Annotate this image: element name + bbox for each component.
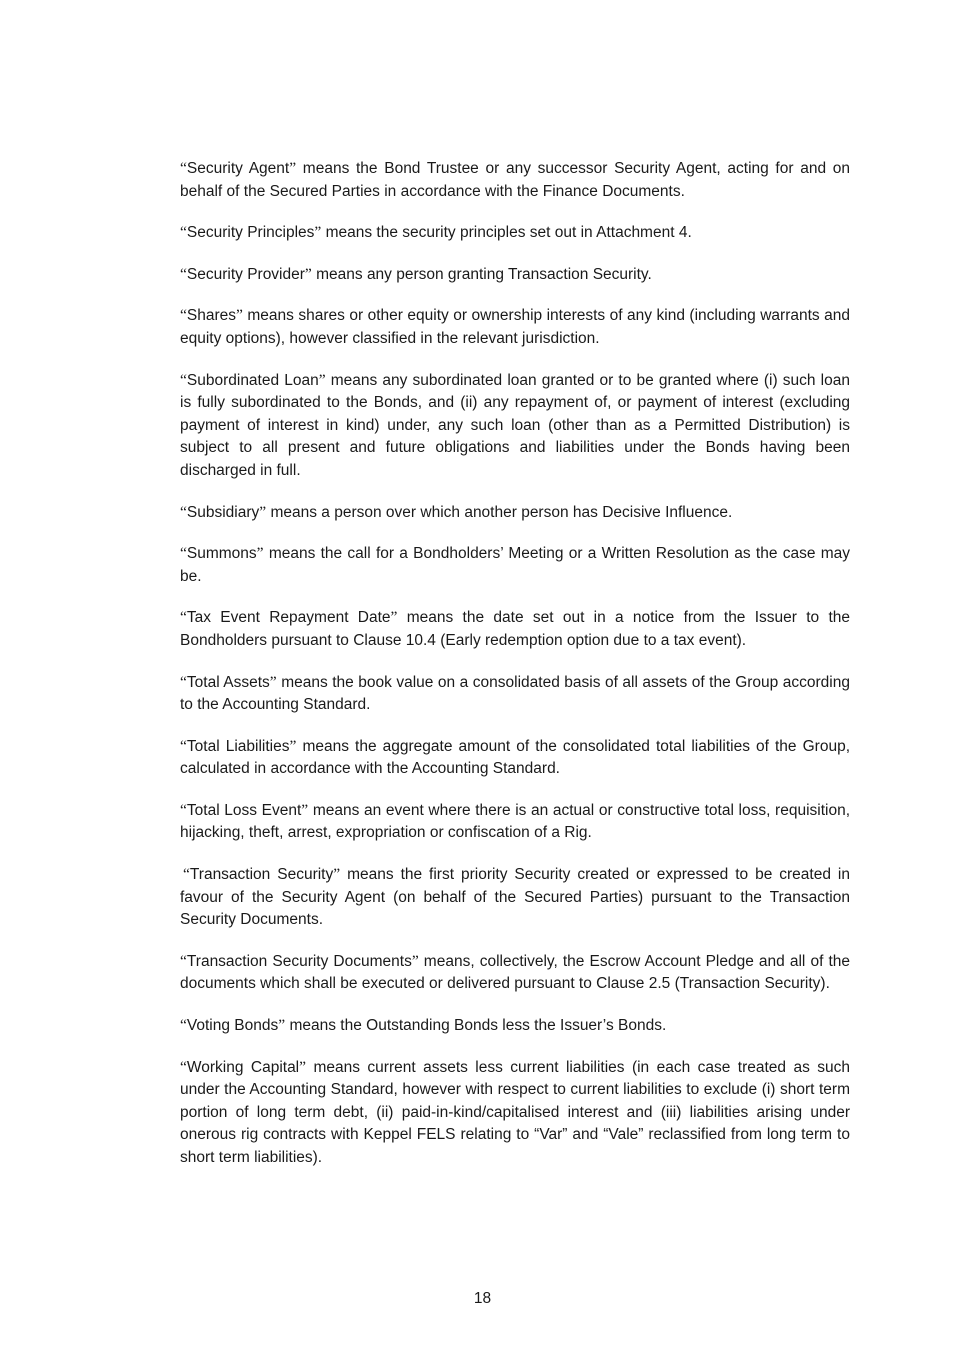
definition-body: means the aggregate amount of the consolidated total liabilities of the Group, calculated in accordance with the Accounting Standard. [180,737,851,778]
definition-body: means any person granting Transaction Security. [316,265,652,283]
definition-subsidiary: “Subsidiary” means a person over which another person has Decisive Influence. [180,503,733,521]
definition-transaction-security-documents: “Transaction Security Documents” means, collectively, the Escrow Account Pledge and all of the documents which shall be executed or delivered pursuant to Clause 2.5 (Transaction Security). [180,952,850,993]
definition-security-principles: “Security Principles” means the security principles set out in Attachment 4. [180,224,692,242]
definition-body: means a person over which another person has Decisive Influence. [270,503,733,521]
definition-term: Subsidiary [186,503,260,521]
definition-total-loss-event: “Total Loss Event” means an event where there is an actual or constructive total loss, requisition, hijacking, theft, arrest, expropriation or confiscation of a Rig. [180,801,851,842]
definition-body: means the Bond Trustee or any successor Security Agent, acting for and on behalf of the Secured Parties in accordance with the Finance Documents. [180,160,850,200]
definition-body: means the security principles set out in Attachment 4. [325,224,692,242]
definition-term: Working Capital [186,1058,300,1076]
definition-body: means any subordinated loan granted or to be granted where (i) such loan is fully subordinated to the Bonds, and (ii) any repayment of, or payment of interest (excluding payment of interest in kind) under, any such loan (other than as a Permitted Distribution) is subject to all present and future obligations and liabilities under the Bonds having been discharged in full. [180,371,850,479]
definition-term: Total Assets [186,673,270,691]
definition-tax-event-repayment-date: “Tax Event Repayment Date” means the date set out in a notice from the Issuer to the Bondholders pursuant to Clause 10.4 (Early redemption option due to a tax event). [180,609,850,649]
definition-total-liabilities: “Total Liabilities” means the aggregate amount of the consolidated total liabilities of the Group, calculated in accordance with the Accounting Standard. [180,737,851,778]
page-number: 18 [473,1290,492,1307]
definition-body: means, collectively, the Escrow Account Pledge and all of the documents which shall be executed or delivered pursuant to Clause 2.5 (Transaction Security). [180,952,850,993]
definition-subordinated-loan: “Subordinated Loan” means any subordinated loan granted or to be granted where (i) such loan is fully subordinated to the Bonds, and (ii) any repayment of, or payment of interest (excluding payment of interest in kind) under, any such loan (other than as a Permitted Distribution) is subject to all present and future obligations and liabilities under the Bonds having been discharged in full. [180,371,850,479]
definition-body: means shares or other equity or ownership interests of any kind (including warrants and equity options), however classified in the relevant jurisdiction. [180,307,850,347]
definition-working-capital: “Working Capital” means current assets less current liabilities (in each case treated as such under the Accounting Standard, however with respect to current liabilities to exclude (i) short term portion of long term debt, (ii) paid-in-kind/capitalised interest and (iii) liabilities arising under onerous rig contracts with Keppel FELS relating to “Var” and “Vale” reclassified from long term to short term liabilities). [180,1058,851,1166]
definitions-list [180,158,850,1189]
definition-term: Voting Bonds [186,1017,279,1035]
definition-term: Security Provider [186,265,305,283]
definition-voting-bonds: “Voting Bonds” means the Outstanding Bonds less the Issuer’s Bonds. [180,1017,667,1035]
definition-body: means the Outstanding Bonds less the Issuer’s Bonds. [289,1017,667,1035]
definition-term: Transaction Security [189,866,334,884]
definition-term: Total Liabilities [186,737,290,755]
definition-body: means the first priority Security created or expressed to be created in favour of the Security Agent (on behalf of the Secured Parties) pursuant to the Transaction Security Documents. [180,866,850,929]
definition-term: Security Principles [186,224,315,242]
definition-security-provider: “Security Provider” means any person granting Transaction Security. [180,265,652,283]
definition-term: Summons [186,545,257,563]
definition-term: Transaction Security Documents [186,952,412,970]
definition-security-agent: “Security Agent” means the Bond Trustee or any successor Security Agent, acting for and on behalf of the Secured Parties in accordance with the Finance Documents. [180,160,850,200]
definition-term: Tax Event Repayment Date [186,609,391,627]
definition-term: Shares [186,307,237,325]
definition-body: means the date set out in a notice from the Issuer to the Bondholders pursuant to Clause 10.4 (Early redemption option due to a tax event). [180,609,850,649]
definition-total-assets: “Total Assets” means the book value on a consolidated basis of all assets of the Group according to the Accounting Standard. [180,673,850,714]
definition-body: means current assets less current liabilities (in each case treated as such under the Accounting Standard, however with respect to current liabilities to exclude (i) short term portion of long term debt, (ii) paid-in-kind/capitalised interest and (iii) liabilities arising under onerous rig contracts with Keppel FELS relating to “Var” and “Vale” reclassified from long term to short term liabilities). [180,1058,851,1166]
definition-summons: “Summons” means the call for a Bondholders’ Meeting or a Written Resolution as the case may be. [180,545,850,585]
definition-shares: “Shares” means shares or other equity or ownership interests of any kind (including warrants and equity options), however classified in the relevant jurisdiction. [180,307,850,347]
definition-body: means the book value on a consolidated basis of all assets of the Group according to the Accounting Standard. [180,673,850,714]
definition-term: Subordinated Loan [186,371,319,389]
definition-body: means the call for a Bondholders’ Meeting or a Written Resolution as the case may be. [180,545,850,585]
definition-term: Total Loss Event [186,801,302,819]
definition-body: means an event where there is an actual or constructive total loss, requisition, hijacking, theft, arrest, expropriation or confiscation of a Rig. [180,801,851,842]
definition-term: Security Agent [186,160,290,177]
definition-transaction-security: “Transaction Security” means the first priority Security created or expressed to be created in favour of the Security Agent (on behalf of the Secured Parties) pursuant to the Transaction Security Documents. [180,866,850,929]
